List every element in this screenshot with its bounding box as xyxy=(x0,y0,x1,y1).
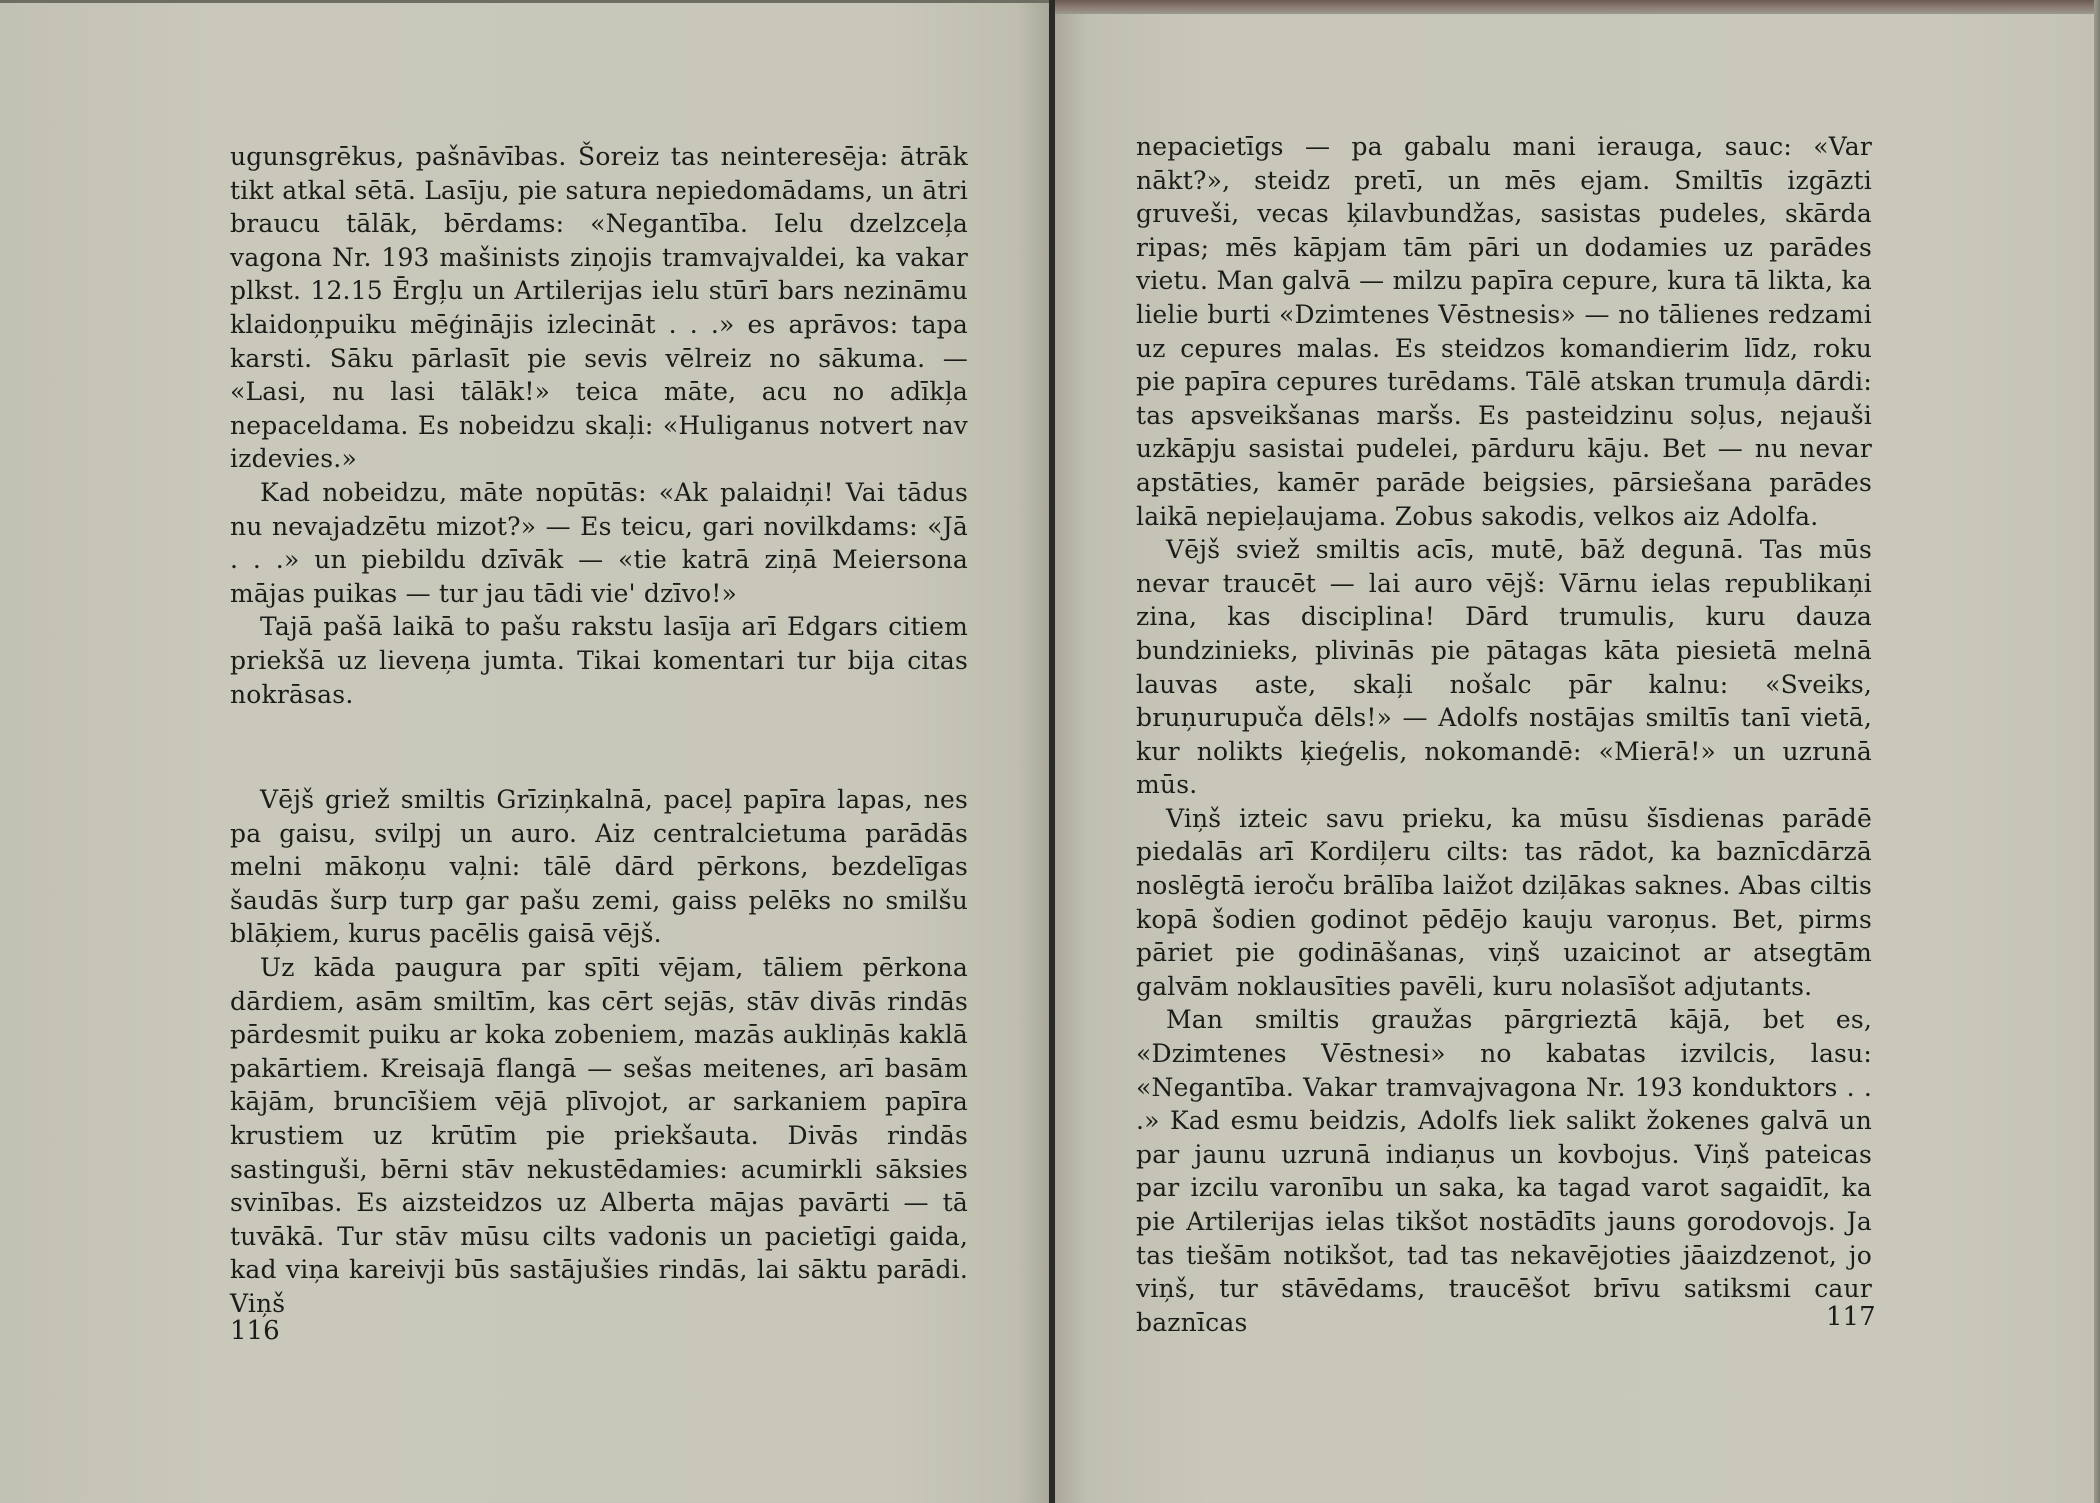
left-page-bottom-text xyxy=(230,783,968,1321)
paragraph: Man smiltis graužas pārgrieztā kājā, bet es, «Dzimtenes Vēstnesi» no kabatas izvilcis, lasu: «Negantība. Vakar tramvajvagona Nr. 193 konduktors . . .» Kad esmu beidzis, Adolfs liek salikt žokenes galvā un par jaunu uzrunā indiaņus un kovbojus. Viņš pateicas par izcilu varonību un saka, ka tagad varot sagaidīt, ka pie Artilerijas ielas tikšot nostādīts jauns gorodovojs. Ja tas tiešām notikšot, tad tas nekavējoties jāaizdzenot, jo viņš, tur stāvēdams, traucēšot brīvu satiksmi caur baznīcas xyxy=(1136,1005,1872,1337)
page-number-right: 117 xyxy=(1826,1302,1876,1332)
right-page-top-edge xyxy=(1055,0,2100,14)
right-page-text xyxy=(1136,130,1872,1339)
page-number-left: 116 xyxy=(230,1316,280,1346)
paragraph: Vējš sviež smiltis acīs, mutē, bāž degunā. Tas mūs nevar traucēt — lai auro vējš: Vārnu ielas republikaņi zina, kas disciplina! Dārd trumulis, kuru dauza bundzinieks, plivinās pie pātagas kāta piesietā melnā lauvas aste, skaļi nošalc pār kalnu: «Sveiks, bruņurupuča dēls!» — Adolfs nostājas smiltīs tanī vietā, kur nolikts ķieģelis, nokomandē: «Mierā!» un uzrunā mūs. xyxy=(1136,535,1872,800)
left-page-top-edge xyxy=(0,0,1049,3)
paragraph: Viņš izteic savu prieku, ka mūsu šīsdienas parādē piedalās arī Kordiļeru cilts: tas rādot, ka baznīcdārzā noslēgtā ieroču brālība laižot dziļākas saknes. Abas ciltis kopā šodien godinot pēdējo kauju varoņus. Bet, pirms pāriet pie godināšanas, viņš uzaicinot ar atsegtām galvām noklausīties pavēli, kuru nolasīšot adjutants. xyxy=(1136,803,1872,1001)
paragraph: Vējš griež smiltis Grīziņkalnā, paceļ papīra lapas, nes pa gaisu, svilpj un auro. Aiz centralcietuma parādās melni mākoņu vaļni: tālē dārd pērkons, bezdelīgas šaudās šurp turp gar pašu zemi, gaiss pelēks no smilšu blāķiem, kurus pacēlis gaisā vējš. xyxy=(230,785,968,949)
paragraph: Tajā pašā laikā to pašu rakstu lasīja arī Edgars citiem priekšā uz lieveņa jumta. Tikai komentari tur bija citas nokrāsas. xyxy=(230,612,968,709)
paragraph: Kad nobeidzu, māte nopūtās: «Ak palaidņi! Vai tādus nu nevajadzētu mizot?» — Es teicu, gari novilkdams: «Jā . . .» un piebildu dzīvāk — «tie katrā ziņā Meiersona mājas puikas — tur jau tādi vie' dzīvo!» xyxy=(230,477,968,608)
paragraph: Uz kāda paugura par spīti vējam, tāliem pērkona dārdiem, asām smiltīm, kas cērt sejās, stāv divās rindās pārdesmit puiku ar koka zobeniem, mazās aukliņās kaklā pakārtiem. Kreisajā flangā — sešas meitenes, arī basām kājām, bruncīšiem vējā plīvojot, ar sarkaniem papīra krustiem uz krūtīm pie priekšauta. Divās rindās sastinguši, bērni stāv nekustēdamies: acumirkli sāksies svinības. Es aizsteidzos uz Alberta mājas pavārti — tā tuvākā. Tur stāv mūsu cilts vadonis un pacietīgi gaida, kad viņa kareivji būs sastājušies rindās, lai sāktu parādi. Viņš xyxy=(230,952,968,1318)
right-page-edge xyxy=(2094,0,2100,1503)
paragraph: nepacietīgs — pa gabalu mani ierauga, sauc: «Var nākt?», steidz pretī, un mēs ejam. Smiltīs izgāzti gruveši, vecas ķilavbundžas, sasistas pudeles, skārda ripas; mēs kāpjam tām pāri un dodamies uz parādes vietu. Man galvā — milzu papīra cepure, kura tā likta, ka lielie burti «Dzimtenes Vēstnesis» — no tālienes redzami uz cepures malas. Es steidzos komandierim līdz, roku pie papīra cepures turēdams. Tālē atskan trumuļa dārdi: tas apsveikšanas maršs. Es pasteidzinu soļus, nejauši uzkāpju sasistai pudelei, pārduru kāju. Bet — nu nevar apstāties, kamēr parāde beigsies, pārsiešana parādes laikā nepieļaujama. Zobus sakodis, velkos aiz Adolfa. xyxy=(1136,132,1872,531)
left-page-top-text xyxy=(230,140,968,711)
paragraph: ugunsgrēkus, pašnāvības. Šoreiz tas neinteresēja: ātrāk tikt atkal sētā. Lasīju, pie satura nepiedomādams, un ātri braucu tālāk, bērdams: «Negantība. Ielu dzelzceļa vagona Nr. 193 mašinists ziņojis tramvajvaldei, ka vakar plkst. 12.15 Ērgļu un Artilerijas ielu stūrī bars nezināmu klaidoņpuiku mēģinājis izlecināt . . .» es aprāvos: tapa karsti. Sāku pārlasīt pie sevis vēlreiz no sākuma. — «Lasi, nu lasi tālāk!» teica māte, acu no adīkļa nepaceldama. Es nobeidzu skaļi: «Huliganus notvert nav izdevies.» xyxy=(230,142,968,474)
